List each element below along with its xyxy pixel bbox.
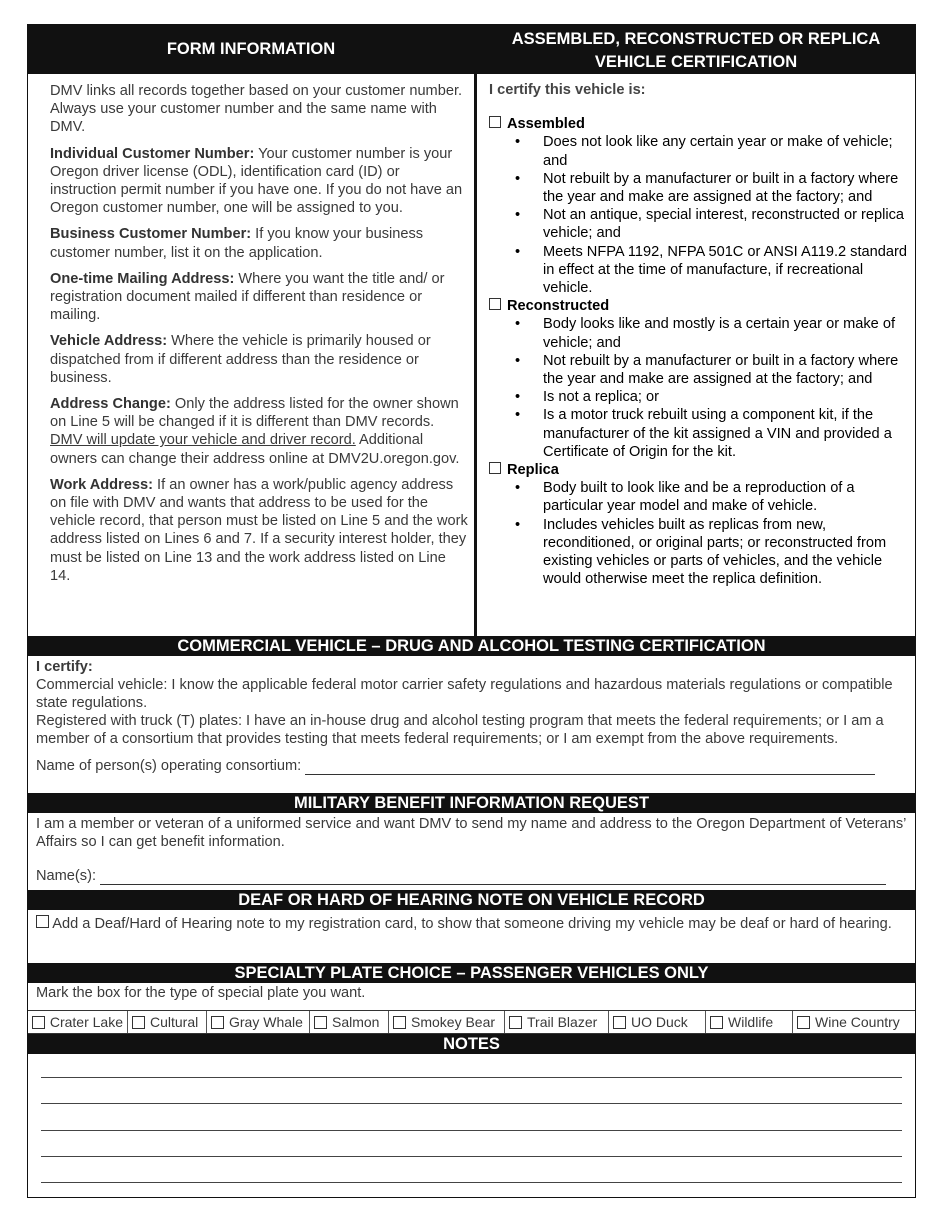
specialty-section [28,983,915,1034]
note-line[interactable] [41,1077,902,1078]
military-section [28,813,915,890]
checkbox-icon[interactable] [314,1016,327,1029]
assembled-list [489,133,909,297]
vehicle-form [27,24,916,1198]
vehicle-address: Vehicle Address: Where the vehicle is primarily housed or dispatched from if different address than the residence or business. [50,333,431,386]
notes-header: NOTES [28,1034,915,1054]
note-line[interactable] [41,1156,902,1157]
commercial-vehicle-text: Commercial vehicle: I know the applicable federal motor carrier safety regulations and hazardous materials regulations or compatible state regulations. [36,677,893,711]
replica-list [489,479,909,588]
list-item: • Does not look like any certain year or make of vehicle; and [543,133,909,169]
plate-options [28,1010,915,1034]
plate-option[interactable]: Wildlife [706,1011,793,1033]
names-input[interactable] [100,884,886,885]
consortium-row [36,757,907,775]
note-line[interactable] [41,1103,902,1104]
top-section [28,25,915,636]
plate-option[interactable]: Wine Country [793,1011,915,1033]
list-item: • Body looks like and mostly is a certain year or make of vehicle; and [543,315,909,351]
checkbox-icon[interactable] [509,1016,522,1029]
consortium-input[interactable] [305,774,875,775]
notes-area[interactable] [28,1054,915,1204]
plate-option[interactable]: Salmon [310,1011,389,1033]
commercial-section [28,656,915,793]
names-row [36,867,907,885]
one-time-mailing-address: One-time Mailing Address: Where you want the title and/ or registration document mailed if different than residence or mailing. [50,270,445,324]
work-address: Work Address: If an owner has a work/public agency address on file with DMV and wants that address to be used for the vehicle record, that person must be listed on Line 5 and the work address listed on Lines 6 and 7. If a security interest holder, they must be listed on Line 13 and the work address listed on Line 14. [50,476,468,584]
checkbox-icon[interactable] [710,1016,723,1029]
plate-option[interactable]: Trail Blazer [505,1011,609,1033]
consortium-label: Name of person(s) operating consortium: [36,758,306,774]
checkbox-icon[interactable] [132,1016,145,1029]
truck-plates-text: Registered with truck (T) plates: I have an in-house drug and alcohol testing program that meets the federal requirements; or I am a member of a consortium that provides testing that meets federal requirements; or I am exempt from the above requirements. [36,713,884,747]
replica-checkbox[interactable] [489,462,501,474]
list-item: • Includes vehicles built as replicas from new, reconditioned, or original parts; or reconstructed from existing vehicles or parts of vehicles, and the vehicle would otherwise meet the replica definition. [543,516,909,589]
vehicle-certification-header: ASSEMBLED, RECONSTRUCTED OR REPLICA VEHICLE CERTIFICATION [477,25,915,74]
checkbox-icon[interactable] [32,1016,45,1029]
replica-option[interactable]: Replica [489,461,909,479]
vehicle-certification-column [477,25,915,636]
reconstructed-checkbox[interactable] [489,298,501,310]
specialty-instruction: Mark the box for the type of special plate you want. [36,985,366,1001]
note-line[interactable] [41,1130,902,1131]
military-header: MILITARY BENEFIT INFORMATION REQUEST [28,793,915,813]
checkbox-icon[interactable] [613,1016,626,1029]
intro-text: DMV links all records together based on your customer number. Always use your customer number and the same name with DMV. [50,83,463,136]
certify-lead: I certify this vehicle is: [489,82,646,98]
deaf-header: DEAF OR HARD OF HEARING NOTE ON VEHICLE RECORD [28,890,915,910]
plate-option[interactable]: Crater Lake [28,1011,128,1033]
specialty-header: SPECIALTY PLATE CHOICE – PASSENGER VEHICLES ONLY [28,963,915,983]
deaf-checkbox[interactable] [36,915,49,928]
plate-option[interactable]: Gray Whale [207,1011,310,1033]
commercial-header: COMMERCIAL VEHICLE – DRUG AND ALCOHOL TESTING CERTIFICATION [28,636,915,656]
note-line[interactable] [41,1182,902,1183]
list-item: • Is a motor truck rebuilt using a component kit, if the manufacturer of the kit assigned a VIN and provided a Certificate of Origin for the kit. [543,406,909,461]
military-text: I am a member or veteran of a uniformed service and want DMV to send my name and address to the Oregon Department of Veterans’ Affairs so I can get benefit information. [36,816,906,850]
deaf-section[interactable] [28,910,915,963]
list-item: • Not rebuilt by a manufacturer or built in a factory where the year and make are assigned at the factory; and [543,352,909,388]
deaf-text: Add a Deaf/Hard of Hearing note to my registration card, to show that someone driving my vehicle may be deaf or hard of hearing. [49,916,892,932]
assembled-option[interactable]: Assembled [489,115,909,133]
checkbox-icon[interactable] [393,1016,406,1029]
plate-option[interactable]: Cultural [128,1011,207,1033]
form-information-column [28,25,474,636]
plate-option[interactable]: UO Duck [609,1011,706,1033]
vehicle-certification-body [477,74,915,588]
plate-option[interactable]: Smokey Bear [389,1011,505,1033]
form-information-header: FORM INFORMATION [28,25,474,74]
business-customer-number: Business Customer Number: If you know your business customer number, list it on the application. [50,226,424,261]
form-information-body [28,74,474,585]
address-change: Address Change: Only the address listed for the owner shown on Line 5 will be changed if it is different than DMV records. DMV will update your vehicle and driver record. Additional owners can change their address online at DMV2U.oregon.gov. [50,396,460,467]
certify-label: I certify: [36,659,93,675]
list-item: • Body built to look like and be a reproduction of a particular year model and make of vehicle. [543,479,909,515]
list-item: • Is not a replica; or [543,388,909,406]
reconstructed-list [489,315,909,461]
checkbox-icon[interactable] [211,1016,224,1029]
assembled-checkbox[interactable] [489,116,501,128]
reconstructed-option[interactable]: Reconstructed [489,297,909,315]
list-item: • Not rebuilt by a manufacturer or built in a factory where the year and make are assigned at the factory; and [543,170,909,206]
list-item: • Meets NFPA 1192, NFPA 501C or ANSI A119.2 standard in effect at the time of manufacture, if recreational vehicle. [543,243,909,298]
list-item: • Not an antique, special interest, reconstructed or replica vehicle; and [543,206,909,242]
names-label: Name(s): [36,868,101,884]
individual-customer-number: Individual Customer Number: Your customer number is your Oregon driver license (ODL), identification card (ID) or instruction permit number if you have one. If you do not have an Oregon customer number, one will be assigned to you. [50,145,463,217]
checkbox-icon[interactable] [797,1016,810,1029]
